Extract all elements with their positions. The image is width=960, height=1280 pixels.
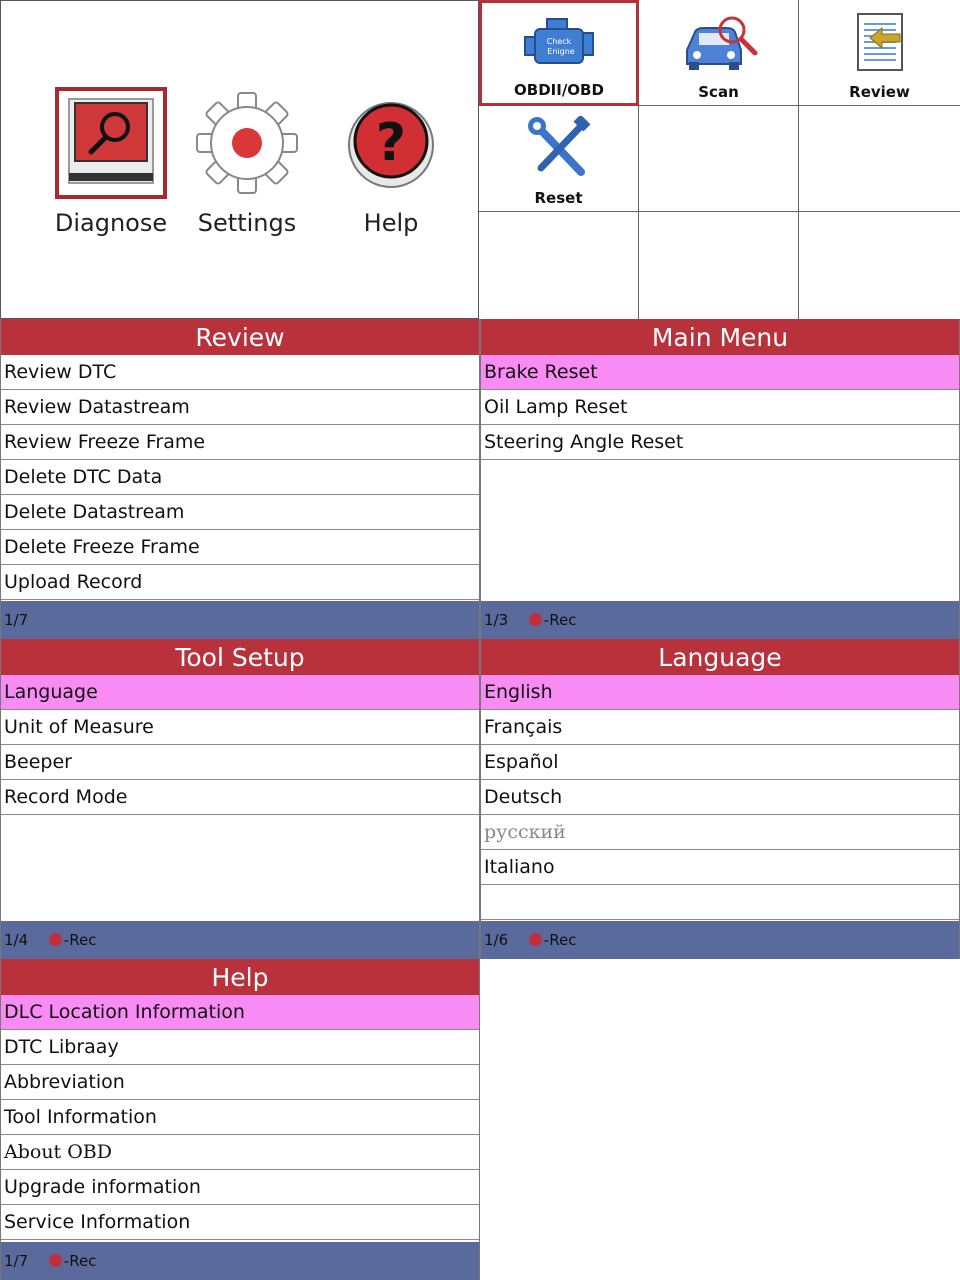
home-screen: [0, 0, 479, 319]
language-panel: [480, 639, 960, 959]
rec-dot-icon: [49, 933, 62, 946]
review-item[interactable]: Delete Freeze Frame: [1, 530, 479, 565]
rec-label: -Rec: [63, 1252, 97, 1270]
status-bar: [1, 601, 479, 639]
help-title: Help: [1, 959, 479, 995]
language-option[interactable]: русский: [481, 815, 959, 850]
help-item[interactable]: Tool Information: [1, 1100, 479, 1135]
page-indicator: 1/6: [484, 931, 509, 949]
help-item[interactable]: Service Information: [1, 1205, 479, 1240]
review-title: Review: [1, 319, 479, 355]
page-indicator: 1/7: [4, 611, 29, 629]
menu-item[interactable]: Oil Lamp Reset: [481, 390, 959, 425]
status-bar: [1, 1242, 479, 1280]
diagnose-label: Diagnose: [54, 209, 168, 237]
setup-item[interactable]: Record Mode: [1, 780, 479, 815]
menu-item-selected[interactable]: Brake Reset: [481, 355, 959, 390]
scan-tile[interactable]: [639, 0, 799, 106]
help-item[interactable]: Upgrade information: [1, 1170, 479, 1205]
language-option[interactable]: Español: [481, 745, 959, 780]
status-bar: [1, 921, 479, 959]
question-mark-icon: [335, 87, 447, 199]
svg-text:?: ?: [375, 113, 407, 173]
empty-tile: [479, 212, 639, 319]
review-item[interactable]: Upload Record: [1, 565, 479, 600]
empty-row: [481, 885, 959, 920]
reset-tile[interactable]: [479, 106, 639, 212]
wrench-screwdriver-icon: [523, 116, 595, 182]
status-bar: [481, 921, 959, 959]
review-tile-label: Review: [849, 83, 910, 101]
main-menu-panel: [480, 319, 960, 639]
help-panel: [0, 959, 480, 1280]
language-option[interactable]: Italiano: [481, 850, 959, 885]
check-engine-text-1: Check: [546, 37, 572, 46]
page-indicator: 1/7: [4, 1252, 29, 1270]
review-item[interactable]: Review Freeze Frame: [1, 425, 479, 460]
rec-dot-icon: [529, 933, 542, 946]
setup-item[interactable]: Unit of Measure: [1, 710, 479, 745]
rec-dot-icon: [49, 1254, 62, 1267]
review-panel: [0, 319, 480, 639]
scan-tile-label: Scan: [698, 83, 739, 101]
empty-tile: [799, 106, 960, 212]
empty-tile: [639, 106, 799, 212]
review-tile[interactable]: [799, 0, 960, 106]
empty-tile: [799, 212, 960, 319]
gear-icon: [191, 87, 303, 199]
help-item[interactable]: About OBD: [1, 1135, 479, 1170]
setup-item-selected[interactable]: Language: [1, 675, 479, 710]
tool-setup-panel: [0, 639, 480, 959]
help-item[interactable]: Abbreviation: [1, 1065, 479, 1100]
function-icon-grid: [479, 0, 960, 319]
obd-tile-label: OBDII/OBD: [514, 81, 604, 99]
diagnose-button[interactable]: [41, 87, 181, 237]
main-menu-title: Main Menu: [481, 319, 959, 355]
help-item-selected[interactable]: DLC Location Information: [1, 995, 479, 1030]
page-indicator: 1/3: [484, 611, 509, 629]
status-bar: [481, 601, 959, 639]
car-magnifier-icon: [677, 10, 761, 74]
review-item[interactable]: Delete Datastream: [1, 495, 479, 530]
help-item[interactable]: DTC Libraay: [1, 1030, 479, 1065]
check-engine-text-2: Enigne: [547, 47, 575, 56]
review-item[interactable]: Review Datastream: [1, 390, 479, 425]
review-item[interactable]: Review DTC: [1, 355, 479, 390]
setup-item[interactable]: Beeper: [1, 745, 479, 780]
language-option-selected[interactable]: English: [481, 675, 959, 710]
settings-button[interactable]: [177, 87, 317, 237]
settings-label: Settings: [197, 209, 297, 237]
rec-label: -Rec: [63, 931, 97, 949]
rec-dot-icon: [529, 613, 542, 626]
language-option[interactable]: Français: [481, 710, 959, 745]
menu-item[interactable]: Steering Angle Reset: [481, 425, 959, 460]
help-button[interactable]: [321, 87, 461, 237]
page-indicator: 1/4: [4, 931, 29, 949]
diagnose-icon: [55, 87, 167, 199]
obd-tile[interactable]: [479, 0, 639, 106]
rec-label: -Rec: [543, 931, 577, 949]
help-label: Help: [363, 209, 419, 237]
language-option[interactable]: Deutsch: [481, 780, 959, 815]
review-item[interactable]: Delete DTC Data: [1, 460, 479, 495]
tool-setup-title: Tool Setup: [1, 639, 479, 675]
empty-tile: [639, 212, 799, 319]
document-arrow-icon: [850, 10, 910, 74]
check-engine-icon: [521, 13, 597, 75]
reset-tile-label: Reset: [534, 189, 583, 207]
rec-label: -Rec: [543, 611, 577, 629]
language-title: Language: [481, 639, 959, 675]
